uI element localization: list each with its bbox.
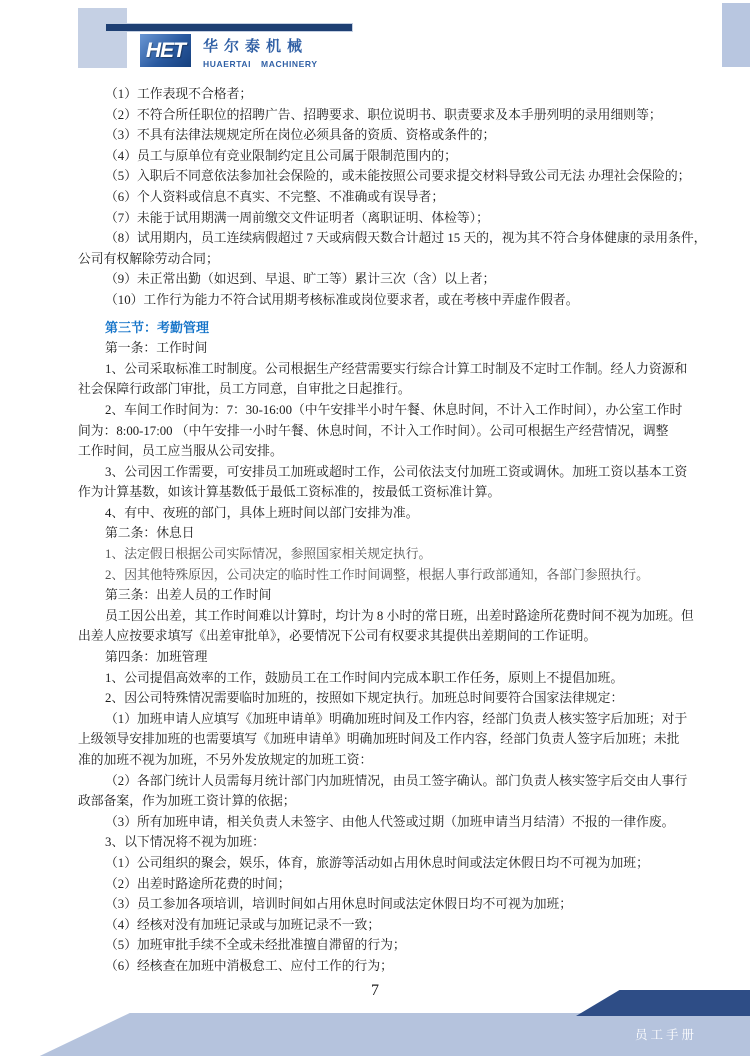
document-line: 间为：8:00-17:00 （中午安排一小时午餐、休息时间，不计入工作时间）。公司可根据生产经营情况，调整 <box>78 423 669 438</box>
document-line: 1、公司提倡高效率的工作，鼓励员工在工作时间内完成本职工作任务，原则上不提倡加班。 <box>105 670 624 685</box>
document-line: （9）未正常出勤（如迟到、早退、旷工等）累计三次（含）以上者； <box>105 272 496 287</box>
document-line: （2）各部门统计人员需每月统计部门内加班情况，由员工签字确认。部门负责人核实签字后交由人事行 <box>105 773 688 788</box>
logo-monogram-text: HET <box>146 38 185 62</box>
document-line: （4）经核对没有加班记录或与加班记录不一致； <box>105 917 381 932</box>
document-line: （6）经核查在加班中消极怠工、应付工作的行为； <box>105 958 393 973</box>
document-line: 公司有权解除劳动合同； <box>78 251 219 266</box>
header-decor-rect-left <box>78 8 127 68</box>
company-name-cn: 华尔泰机械 <box>203 38 309 55</box>
document-line: （7）未能于试用期满一周前缴交文件证明者（离职证明、体检等）； <box>105 210 489 225</box>
document-line: 出差人应按要求填写《出差审批单》，必要情况下公司有权要求其提供出差期间的工作证明。 <box>78 629 597 644</box>
document-line: （6）个人资料或信息不真实、不完整、不准确或有误导者； <box>105 189 445 204</box>
document-line: 2、车间工作时间为：7：30-16:00（中午安排半小时午餐、休息时间，不计入工作时间），办公室工作时 <box>105 402 683 417</box>
footer-label: 员工手册 <box>635 1028 698 1042</box>
document-line: 1、法定假日根据公司实际情况，参照国家相关规定执行。 <box>105 547 432 562</box>
document-line: 1、公司采取标准工时制度。公司根据生产经营需要实行综合计算工时制及不定时工作制。经人力资源和 <box>105 361 688 376</box>
logo-text <box>203 34 318 69</box>
logo-monogram-icon <box>140 34 191 67</box>
section-heading: 第三节：考勤管理 <box>105 319 210 335</box>
header-decor-bar <box>105 23 353 32</box>
document-line: （1）公司组织的聚会，娱乐，体育，旅游等活动如占用休息时间或法定休假日均不可视为加班； <box>105 855 649 870</box>
document-line: 员工因公出差，其工作时间难以计算时，均计为 8 小时的常日班，出差时路途所花费时间不视为加班。但 <box>105 608 694 623</box>
document-line: （5）加班审批手续不全或未经批准擅自滞留的行为； <box>105 938 406 953</box>
document-body <box>78 84 750 977</box>
company-logo <box>140 34 318 69</box>
document-line: （3）所有加班申请，相关负责人未签字、由他人代签或过期（加班申请当月结清）不报的一律作废。 <box>105 814 675 829</box>
document-line: 第二条：休息日 <box>105 526 195 541</box>
document-line: 作为计算基数，如该计算基数低于最低工资标准的，按最低工资标准计算。 <box>78 485 501 500</box>
document-line: 第一条：工作时间 <box>105 341 208 356</box>
document-line: （3）不具有法律法规规定所在岗位必须具备的资质、资格或条件的； <box>105 128 496 143</box>
header-decor-rect-right <box>722 3 750 67</box>
document-line: 准的加班不视为加班，不另外发放规定的加班工资： <box>78 753 373 767</box>
document-line: 2、因公司特殊情况需要临时加班的，按照如下规定执行。加班总时间要符合国家法律规定： <box>105 691 624 706</box>
document-line: 3、以下情况将不视为加班： <box>105 835 265 850</box>
document-line: （8）试用期内，员工连续病假超过 7 天或病假天数合计超过 15 天的，视为其不符合身体健康的录用条件， <box>105 231 707 246</box>
document-line: 政部备案，作为加班工资计算的依据； <box>78 794 296 809</box>
document-line: （3）员工参加各项培训，培训时间如占用休息时间或法定休假日均不可视为加班； <box>105 897 573 912</box>
company-name-en: HUAERTAI MACHINERY <box>203 59 318 69</box>
document-line: 第四条：加班管理 <box>105 650 208 665</box>
document-line: （2）出差时路途所花费的时间； <box>105 876 291 891</box>
document-line: 2、因其他特殊原因，公司决定的临时性工作时间调整，根据人事行政部通知，各部门参照执行。 <box>105 567 649 582</box>
document-line: 上级领导安排加班的也需要填写《加班申请单》明确加班时间及工作内容，经部门负责人签字后加班；未批 <box>78 732 680 747</box>
document-line: （4）员工与原单位有竞业限制约定且公司属于限制范围内的； <box>105 148 457 163</box>
document-line: 4、有中、夜班的部门，具体上班时间以部门安排为准。 <box>105 505 419 520</box>
document-line: 第三条：出差人员的工作时间 <box>105 588 272 603</box>
document-line: 社会保障行政部门审批，员工方同意，自审批之日起推行。 <box>78 382 411 397</box>
document-line: （10）工作行为能力不符合试用期考核标准或岗位要求者，或在考核中弄虚作假者。 <box>105 292 579 307</box>
document-line: 工作时间，员工应当服从公司安排。 <box>78 444 283 459</box>
document-line: 3、公司因工作需要，可安排员工加班或超时工作，公司依法支付加班工资或调休。加班工资以基本工资 <box>105 464 688 479</box>
page-number: 7 <box>371 982 379 999</box>
document-line: （1）加班申请人应填写《加班申请单》明确加班时间及工作内容，经部门负责人核实签字后加班；对于 <box>105 711 688 726</box>
document-line: （1）工作表现不合格者； <box>105 87 253 101</box>
document-line: （2）不符合所任职位的招聘广告、招聘要求、职位说明书、职责要求及本手册列明的录用细则等； <box>105 107 662 122</box>
document-line: （5）入职后不同意依法参加社会保险的，或未能按照公司要求提交材料导致公司无法 办理社会保险的； <box>105 169 691 184</box>
